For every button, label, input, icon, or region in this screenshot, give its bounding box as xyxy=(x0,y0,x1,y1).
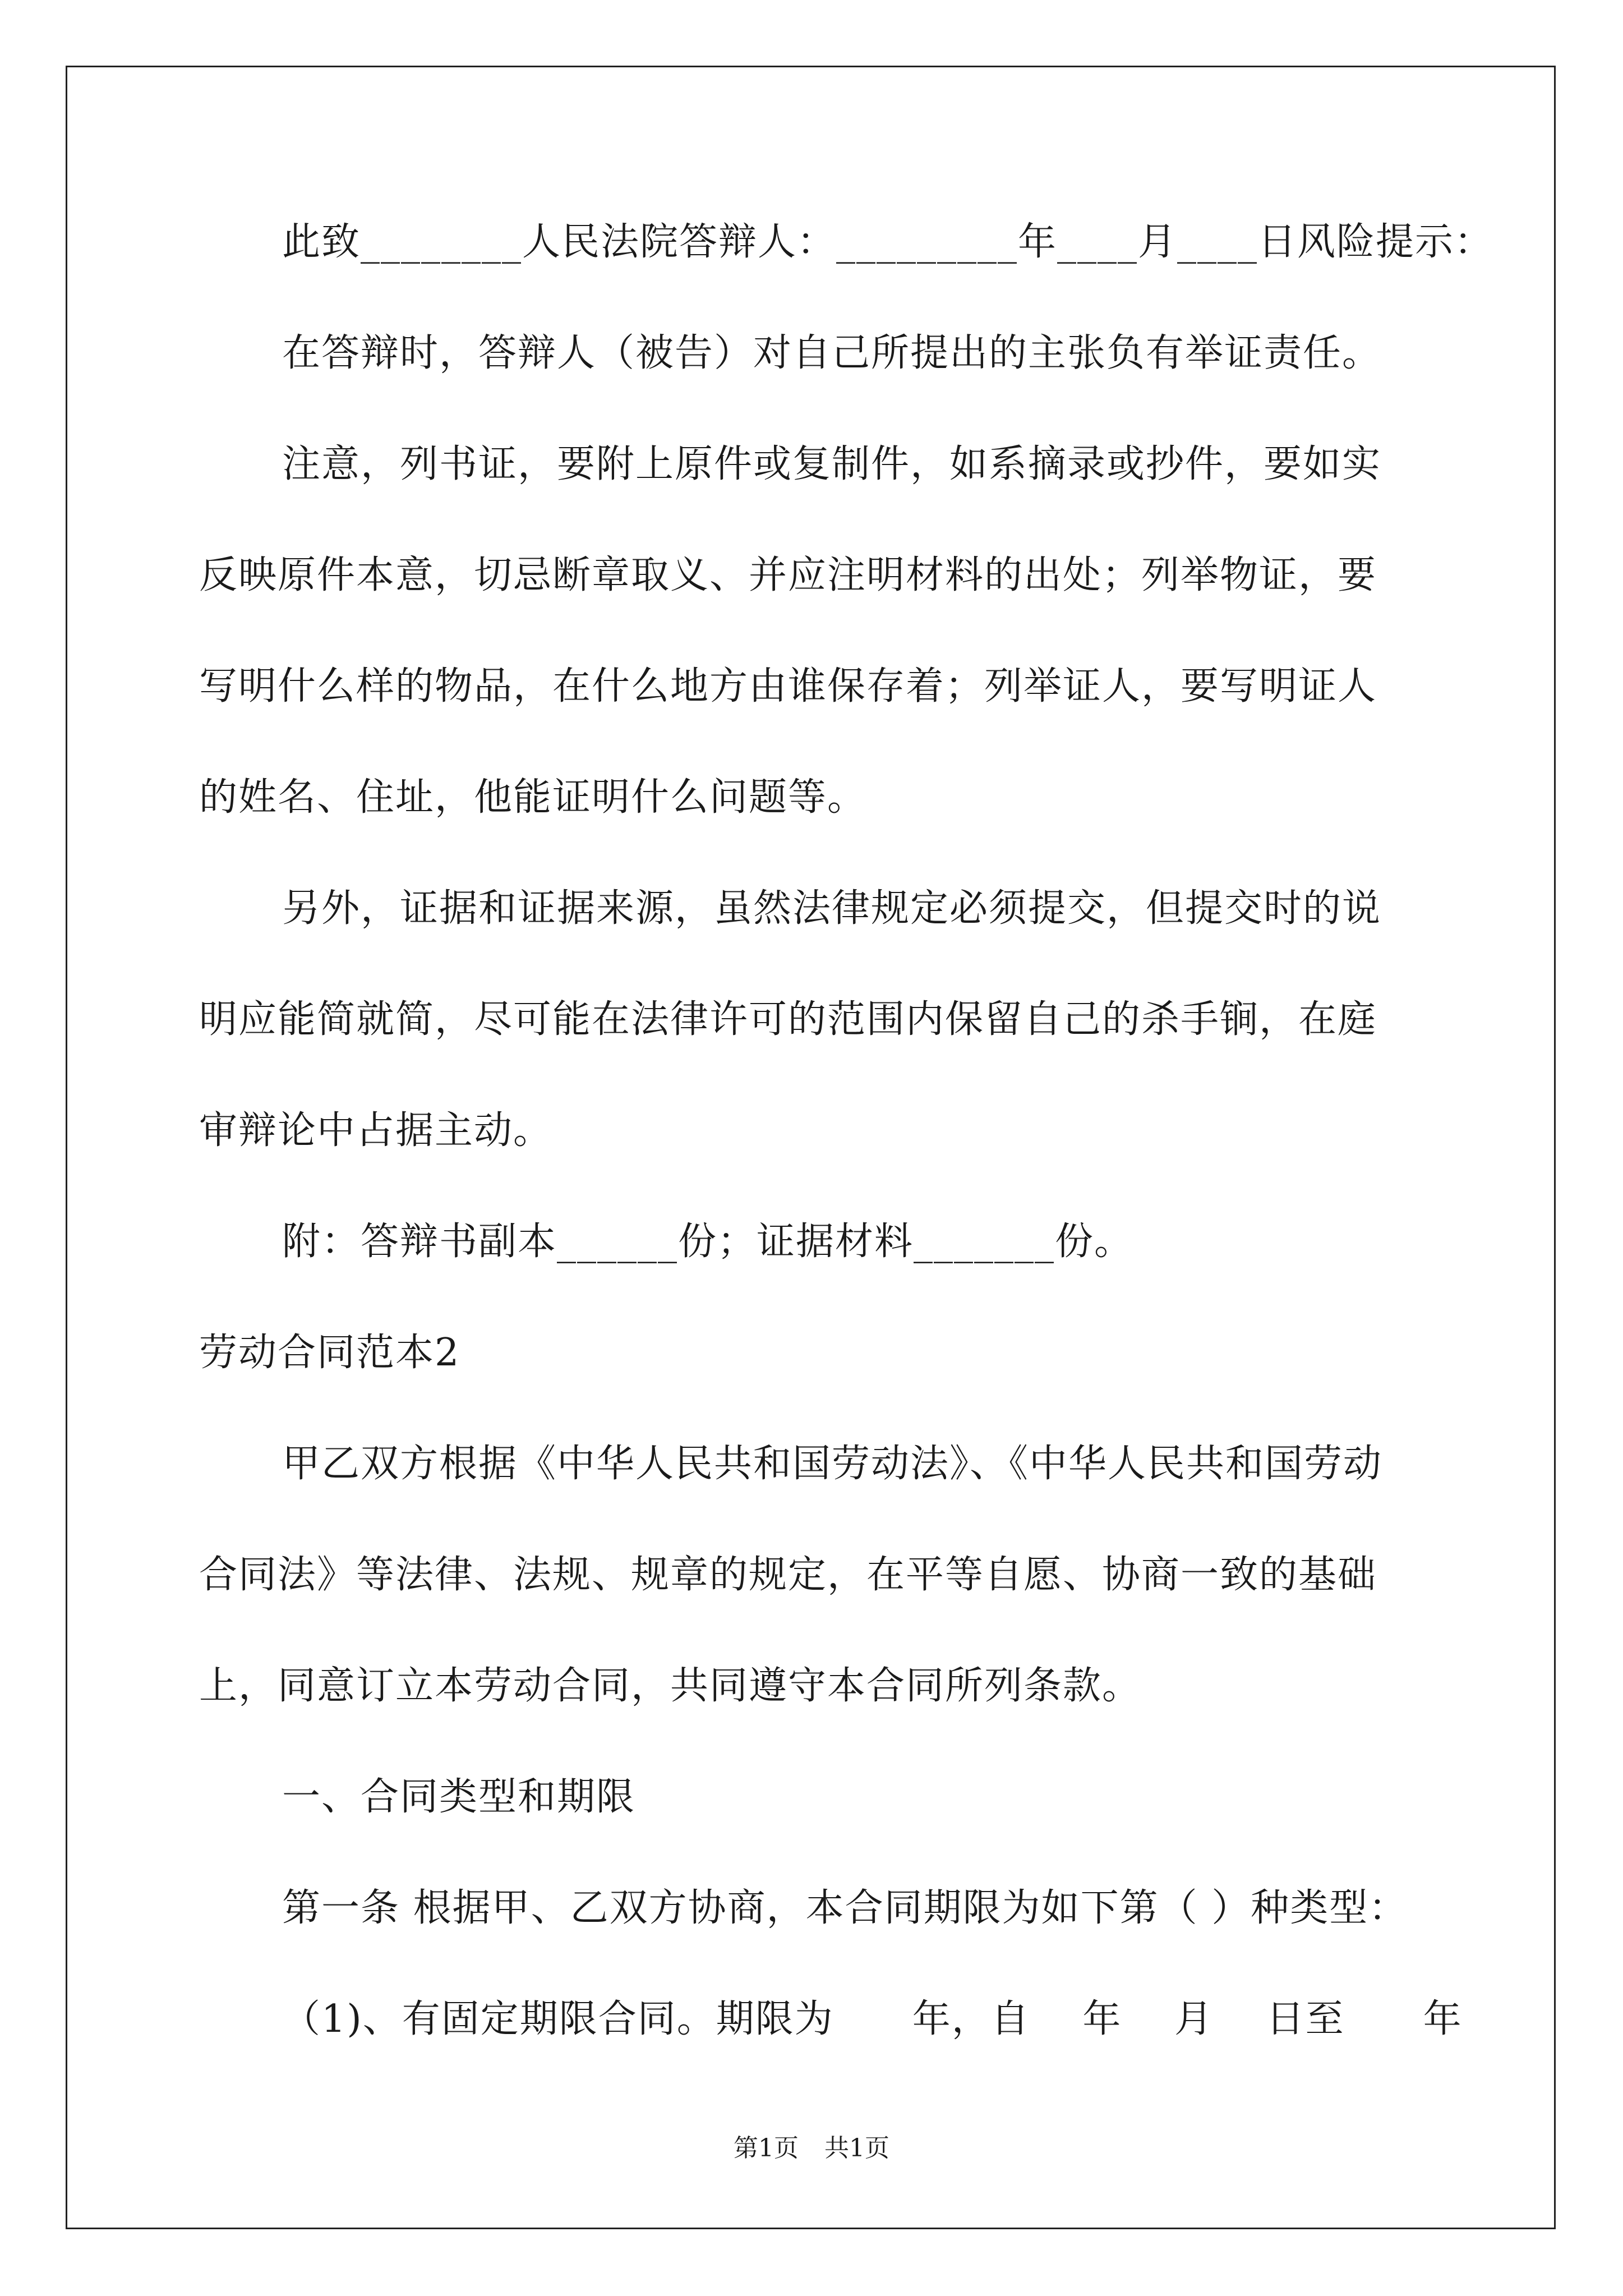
text-line: 此致________人民法院答辩人：_________年____月____日风险提示： xyxy=(282,220,1494,264)
text-line: 反映原件本意，切忌断章取义、并应注明材料的出处；列举物证，要 xyxy=(199,553,1377,597)
text-line: 注意，列书证，要附上原件或复制件，如系摘录或抄件，要如实 xyxy=(282,442,1382,486)
text-line: 上，同意订立本劳动合同，共同遵守本合同所列条款。 xyxy=(199,1664,1142,1708)
text-line: 写明什么样的物品，在什么地方由谁保存着；列举证人，要写明证人 xyxy=(199,664,1377,708)
text-line: 附：答辩书副本______份；证据材料_______份。 xyxy=(282,1220,1134,1264)
text-line: 的姓名、住址，他能证明什么问题等。 xyxy=(199,775,867,820)
subsection-heading: 一、合同类型和期限 xyxy=(282,1775,636,1819)
text-line: 另外，证据和证据来源，虽然法律规定必须提交，但提交时的说 xyxy=(282,886,1382,931)
section-heading: 劳动合同范本2 xyxy=(199,1331,460,1375)
page-total: 共1页 xyxy=(824,2134,889,2162)
text-line: 第一条 根据甲、乙双方协商，本合同期限为如下第（ ）种类型： xyxy=(282,1886,1408,1930)
page-number: 第1页 xyxy=(734,2134,799,2162)
text-line: 审辩论中占据主动。 xyxy=(199,1108,553,1153)
text-line: 明应能简就简，尽可能在法律许可的范围内保留自己的杀手锏，在庭 xyxy=(199,997,1377,1042)
text-line: 甲乙双方根据《中华人民共和国劳动法》、《中华人民共和国劳动 xyxy=(282,1442,1383,1486)
page-footer xyxy=(0,2132,1623,2165)
text-line: 在答辩时，答辩人（被告）对自己所提出的主张负有举证责任。 xyxy=(282,331,1382,375)
document-body xyxy=(199,213,1494,2101)
text-line: 合同法》等法律、法规、规章的规定，在平等自愿、协商一致的基础 xyxy=(199,1553,1377,1597)
text-line: （1)、有固定期限合同。期限为 年，自 年 月 日至 年 xyxy=(282,1997,1463,2041)
